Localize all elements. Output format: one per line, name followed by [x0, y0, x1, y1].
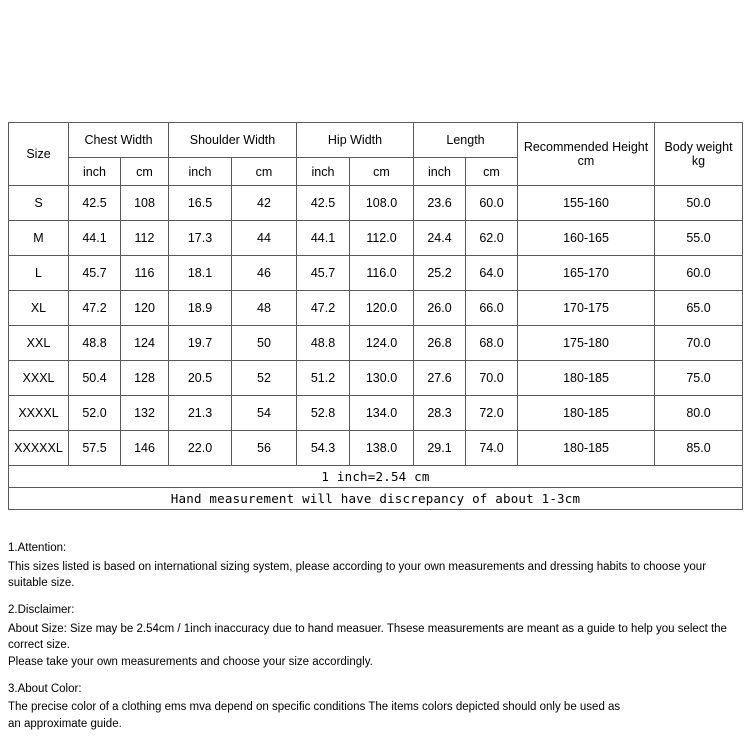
unit-chest-cm: cm — [121, 158, 169, 186]
header-body-weight-label: Body weight — [664, 140, 733, 154]
cell-chest-cm: 128 — [121, 361, 169, 396]
cell-shoulder-inch: 18.1 — [169, 256, 232, 291]
cell-shoulder-inch: 20.5 — [169, 361, 232, 396]
cell-length-cm: 74.0 — [466, 431, 518, 466]
cell-weight-kg: 50.0 — [655, 186, 743, 221]
unit-length-cm: cm — [466, 158, 518, 186]
cell-chest-inch: 47.2 — [69, 291, 121, 326]
cell-chest-inch: 44.1 — [69, 221, 121, 256]
cell-shoulder-cm: 42 — [232, 186, 297, 221]
cell-hip-cm: 130.0 — [350, 361, 414, 396]
footnote-measurement-discrepancy: Hand measurement will have discrepancy of about 1-3cm — [9, 488, 743, 510]
cell-length-inch: 26.0 — [414, 291, 466, 326]
size-chart-table — [8, 122, 743, 510]
cell-size: XL — [9, 291, 69, 326]
cell-weight-kg: 65.0 — [655, 291, 743, 326]
cell-height-cm: 155-160 — [518, 186, 655, 221]
cell-chest-inch: 57.5 — [69, 431, 121, 466]
note-attention-title: 1.Attention: — [8, 542, 67, 554]
note-disclaimer-title: 2.Disclaimer: — [8, 604, 75, 617]
cell-size: S — [9, 186, 69, 221]
cell-hip-cm: 112.0 — [350, 221, 414, 256]
note-attention-text: This sizes listed is based on international sizing system, please according to your own measurements and dressing habits to choose your suitable size. — [8, 560, 707, 590]
header-recommended-height — [518, 123, 655, 186]
header-recommended-height-unit: cm — [577, 154, 595, 168]
size-chart-table-container — [8, 122, 742, 510]
cell-size: L — [9, 256, 69, 291]
cell-height-cm: 175-180 — [518, 326, 655, 361]
header-size: Size — [9, 123, 69, 186]
header-chest-width: Chest Width — [69, 123, 169, 158]
cell-hip-inch: 42.5 — [297, 186, 350, 221]
cell-hip-inch: 54.3 — [297, 431, 350, 466]
cell-size: XXXXL — [9, 396, 69, 431]
cell-weight-kg: 60.0 — [655, 256, 743, 291]
table-row — [9, 221, 743, 256]
table-row — [9, 186, 743, 221]
cell-length-inch: 23.6 — [414, 186, 466, 221]
note-color-title: 3.About Color: — [8, 682, 82, 695]
cell-length-inch: 25.2 — [414, 256, 466, 291]
cell-hip-cm: 124.0 — [350, 326, 414, 361]
cell-chest-inch: 48.8 — [69, 326, 121, 361]
table-row — [9, 431, 743, 466]
cell-hip-cm: 116.0 — [350, 256, 414, 291]
note-about-color — [8, 681, 748, 733]
cell-length-cm: 72.0 — [466, 396, 518, 431]
header-recommended-height-label: Recommended Height — [523, 140, 649, 154]
header-body-weight-unit: kg — [691, 154, 706, 168]
cell-length-cm: 64.0 — [466, 256, 518, 291]
cell-shoulder-inch: 22.0 — [169, 431, 232, 466]
cell-length-cm: 68.0 — [466, 326, 518, 361]
cell-height-cm: 170-175 — [518, 291, 655, 326]
cell-length-inch: 27.6 — [414, 361, 466, 396]
cell-chest-cm: 146 — [121, 431, 169, 466]
table-header-row — [9, 123, 743, 158]
cell-chest-inch: 50.4 — [69, 361, 121, 396]
cell-hip-cm: 108.0 — [350, 186, 414, 221]
cell-shoulder-cm: 50 — [232, 326, 297, 361]
cell-shoulder-cm: 44 — [232, 221, 297, 256]
unit-hip-cm: cm — [350, 158, 414, 186]
cell-shoulder-inch: 18.9 — [169, 291, 232, 326]
cell-size: XXL — [9, 326, 69, 361]
cell-hip-cm: 138.0 — [350, 431, 414, 466]
cell-shoulder-cm: 52 — [232, 361, 297, 396]
cell-length-cm: 60.0 — [466, 186, 518, 221]
cell-hip-inch: 52.8 — [297, 396, 350, 431]
cell-height-cm: 165-170 — [518, 256, 655, 291]
header-length: Length — [414, 123, 518, 158]
header-hip-width: Hip Width — [297, 123, 414, 158]
cell-weight-kg: 55.0 — [655, 221, 743, 256]
cell-chest-cm: 116 — [121, 256, 169, 291]
header-shoulder-width: Shoulder Width — [169, 123, 297, 158]
cell-length-inch: 24.4 — [414, 221, 466, 256]
header-body-weight — [655, 123, 743, 186]
cell-hip-inch: 48.8 — [297, 326, 350, 361]
cell-height-cm: 160-165 — [518, 221, 655, 256]
cell-hip-inch: 51.2 — [297, 361, 350, 396]
cell-chest-cm: 108 — [121, 186, 169, 221]
cell-hip-cm: 134.0 — [350, 396, 414, 431]
cell-shoulder-inch: 17.3 — [169, 221, 232, 256]
note-disclaimer — [8, 602, 748, 671]
unit-chest-inch: inch — [69, 158, 121, 186]
cell-chest-inch: 52.0 — [69, 396, 121, 431]
note-color-text-1: The precise color of a clothing ems mva depend on specific conditions The items colors depicted should only be used as — [8, 701, 621, 714]
unit-length-inch: inch — [414, 158, 466, 186]
cell-length-inch: 28.3 — [414, 396, 466, 431]
note-disclaimer-text-2: Please take your own measurements and choose your size accordingly. — [8, 656, 373, 669]
cell-length-cm: 70.0 — [466, 361, 518, 396]
cell-height-cm: 180-185 — [518, 396, 655, 431]
cell-weight-kg: 85.0 — [655, 431, 743, 466]
table-row — [9, 326, 743, 361]
cell-shoulder-inch: 21.3 — [169, 396, 232, 431]
cell-chest-cm: 124 — [121, 326, 169, 361]
cell-chest-cm: 132 — [121, 396, 169, 431]
note-attention — [8, 540, 748, 592]
unit-shoulder-inch: inch — [169, 158, 232, 186]
notes-section — [8, 540, 748, 743]
note-color-text-2: an approximate guide. — [8, 718, 122, 731]
cell-height-cm: 180-185 — [518, 361, 655, 396]
cell-chest-inch: 42.5 — [69, 186, 121, 221]
table-footnote-row-discrepancy — [9, 488, 743, 510]
table-row — [9, 361, 743, 396]
cell-weight-kg: 75.0 — [655, 361, 743, 396]
cell-size: XXXL — [9, 361, 69, 396]
cell-hip-inch: 47.2 — [297, 291, 350, 326]
cell-shoulder-inch: 16.5 — [169, 186, 232, 221]
table-footnote-row-conversion — [9, 466, 743, 488]
cell-height-cm: 180-185 — [518, 431, 655, 466]
cell-chest-cm: 112 — [121, 221, 169, 256]
cell-weight-kg: 70.0 — [655, 326, 743, 361]
cell-shoulder-cm: 56 — [232, 431, 297, 466]
cell-size: M — [9, 221, 69, 256]
cell-shoulder-cm: 46 — [232, 256, 297, 291]
cell-shoulder-inch: 19.7 — [169, 326, 232, 361]
cell-length-inch: 29.1 — [414, 431, 466, 466]
cell-length-cm: 66.0 — [466, 291, 518, 326]
table-row — [9, 256, 743, 291]
cell-shoulder-cm: 54 — [232, 396, 297, 431]
cell-weight-kg: 80.0 — [655, 396, 743, 431]
cell-size: XXXXXL — [9, 431, 69, 466]
cell-chest-cm: 120 — [121, 291, 169, 326]
cell-length-cm: 62.0 — [466, 221, 518, 256]
cell-shoulder-cm: 48 — [232, 291, 297, 326]
cell-chest-inch: 45.7 — [69, 256, 121, 291]
table-row — [9, 291, 743, 326]
table-row — [9, 396, 743, 431]
cell-length-inch: 26.8 — [414, 326, 466, 361]
cell-hip-inch: 45.7 — [297, 256, 350, 291]
unit-shoulder-cm: cm — [232, 158, 297, 186]
footnote-inch-conversion: 1 inch=2.54 cm — [9, 466, 743, 488]
note-disclaimer-text-1: About Size: Size may be 2.54cm / 1inch inaccuracy due to hand measuer. Thsese measurements are meant as a guide to help you select the correct size. — [8, 622, 727, 652]
cell-hip-cm: 120.0 — [350, 291, 414, 326]
cell-hip-inch: 44.1 — [297, 221, 350, 256]
unit-hip-inch: inch — [297, 158, 350, 186]
